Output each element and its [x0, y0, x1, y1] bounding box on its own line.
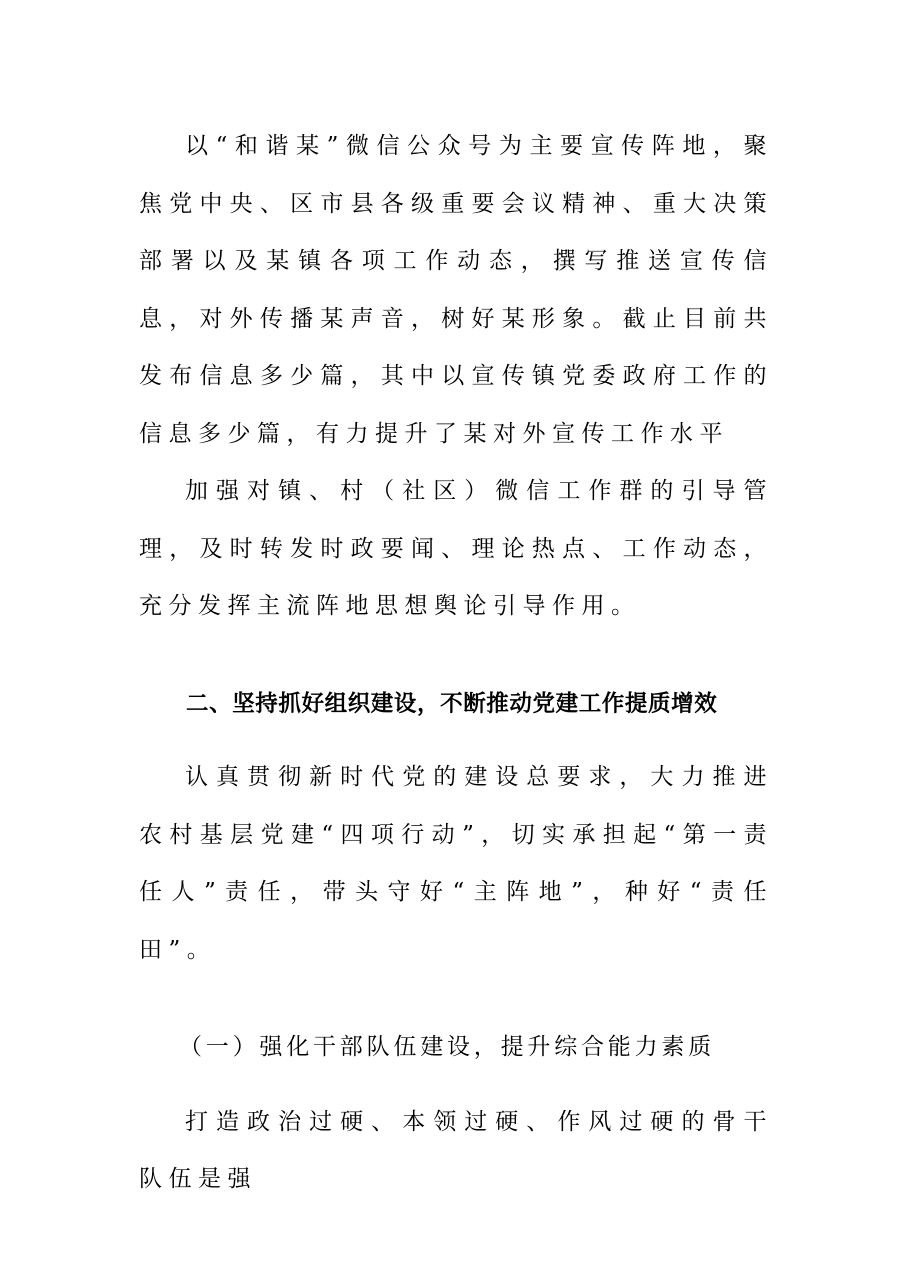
paragraph-backbone-team: 打造政治过硬、本领过硬、作风过硬的骨干队伍是强 — [139, 1108, 773, 1192]
section-heading-organization: 二、坚持抓好组织建设，不断推动党建工作提质增效 — [186, 690, 718, 717]
document-body — [139, 118, 773, 1209]
paragraph-wechat-publicity: 以“和谐某”微信公众号为主要宣传阵地，聚焦党中央、区市县各级重要会议精神、重大决策部署以及某镇各项工作动态，撰写推送宣传信息，对外传播某声音，树好某形象。截止目前共发布信息多少篇，其中以宣传镇党委政府工作的信息多少篇，有力提升了某对外宣传工作水平 — [139, 133, 773, 447]
paragraph-party-building: 认真贯彻新时代党的建设总要求，大力推进农村基层党建“四项行动”，切实承担起“第一责任人”责任，带头守好“主阵地”，种好“责任田”。 — [139, 764, 773, 963]
subsection-heading-cadres: （一）强化干部队伍建设，提升综合能力素质 — [179, 1034, 715, 1060]
paragraph-wechat-groups: 加强对镇、村（社区）微信工作群的引导管理，及时转发时政要闻、理论热点、工作动态，充分发挥主流阵地思想舆论引导作用。 — [139, 478, 773, 619]
